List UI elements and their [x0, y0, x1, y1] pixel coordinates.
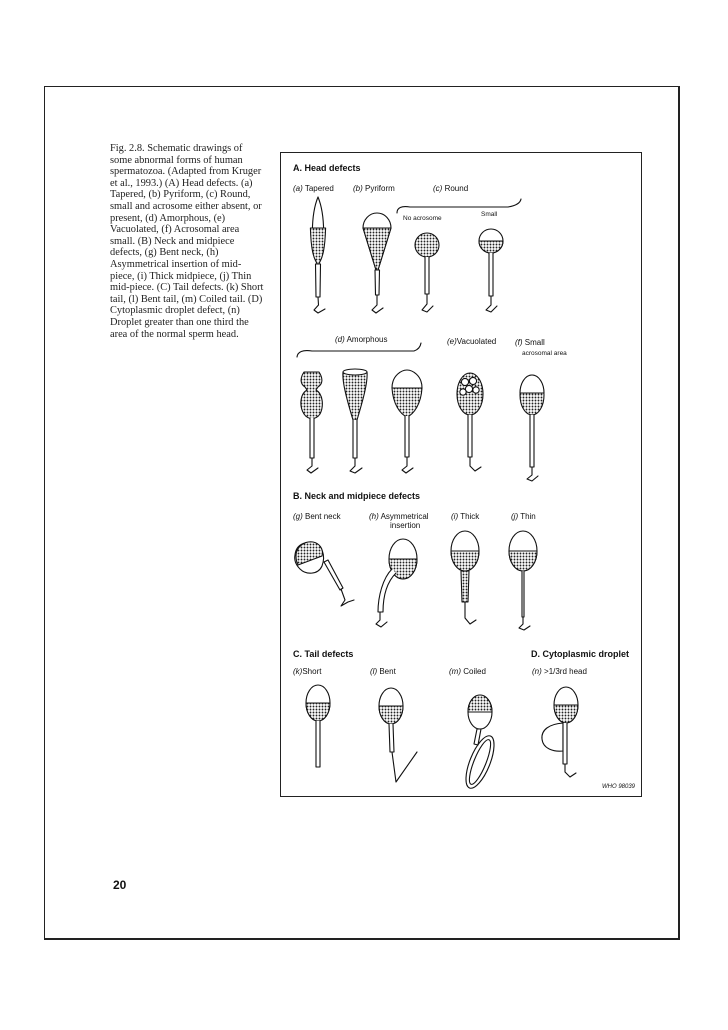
section-d-title: D. Cytoplasmic droplet	[531, 649, 630, 659]
bracket-round	[397, 199, 521, 213]
label-f: (f) Small	[515, 338, 545, 347]
label-g: (g) Bent neck	[293, 512, 341, 521]
sperm-h-asymmetrical	[376, 539, 417, 627]
figure-code: WHO 98039	[602, 784, 636, 790]
sperm-b-pyriform	[363, 213, 391, 313]
sperm-l-bent-tail	[379, 688, 417, 782]
sperm-e-vacuolated	[457, 373, 483, 471]
sperm-f-small-acrosomal	[520, 375, 544, 481]
sperm-a-tapered	[310, 197, 325, 313]
label-n: (n) >1/3rd head	[532, 667, 587, 676]
label-k: (k)Short	[293, 667, 322, 676]
sperm-d-amorphous-3	[392, 370, 422, 473]
label-d: (d) Amorphous	[335, 335, 388, 344]
sperm-d-amorphous-2	[343, 369, 367, 473]
sperm-c-round-no-acrosome	[415, 233, 439, 312]
sperm-n-droplet	[542, 687, 578, 777]
label-c: (c) Round	[433, 184, 469, 193]
section-b-title: B. Neck and midpiece defects	[293, 491, 421, 501]
label-b: (b) Pyriform	[353, 184, 395, 193]
label-h-line2: insertion	[390, 521, 421, 530]
sperm-d-amorphous-1	[301, 372, 322, 473]
section-a-title: A. Head defects	[293, 163, 361, 173]
sperm-c-round-small	[479, 229, 503, 312]
sperm-i-thick	[451, 531, 479, 624]
label-l: (l) Bent	[370, 667, 396, 676]
bracket-amorphous	[297, 343, 421, 357]
label-m: (m) Coiled	[449, 667, 486, 676]
label-j: (j) Thin	[511, 512, 536, 521]
page-number: 20	[113, 878, 127, 892]
label-e: (e)Vacuolated	[447, 337, 497, 346]
label-no-acrosome: No acrosome	[403, 215, 442, 222]
label-h: (h) Asymmetrical	[369, 512, 429, 521]
label-a: (a) Tapered	[293, 184, 334, 193]
sperm-m-coiled-tail	[460, 695, 500, 792]
label-small: Small	[481, 211, 498, 218]
sperm-k-short-tail	[306, 685, 330, 767]
caption-text: Fig. 2.8. Schematic drawings of some abnormal forms of human spermatozoa. (Adapted from Kruger et al., 1993.) (A) Head defects. (a) Tapered, (b) Pyriform, (c) Round, small and acrosome either absent, or present, (d) Amorphous, (e) Vacuolated, (f) Acrosomal area small. (B) Neck and midpiece defects, (g) Bent neck, (h) Asymmetrical insertion of mid-piece, (i) Thick midpiece, (j) Thin mid-piece. (C) Tail defects. (k) Short tail, (l) Bent tail, (m) Coiled tail. (D) Cytoplasmic droplet defect, (n) Droplet greater than one third the area of the normal sperm head.	[110, 143, 264, 340]
section-c-title: C. Tail defects	[293, 649, 354, 659]
label-f-line2: acrosomal area	[522, 350, 567, 357]
sperm-g-bent-neck	[295, 542, 354, 606]
label-i: (i) Thick	[451, 512, 480, 521]
sperm-j-thin	[509, 531, 537, 630]
